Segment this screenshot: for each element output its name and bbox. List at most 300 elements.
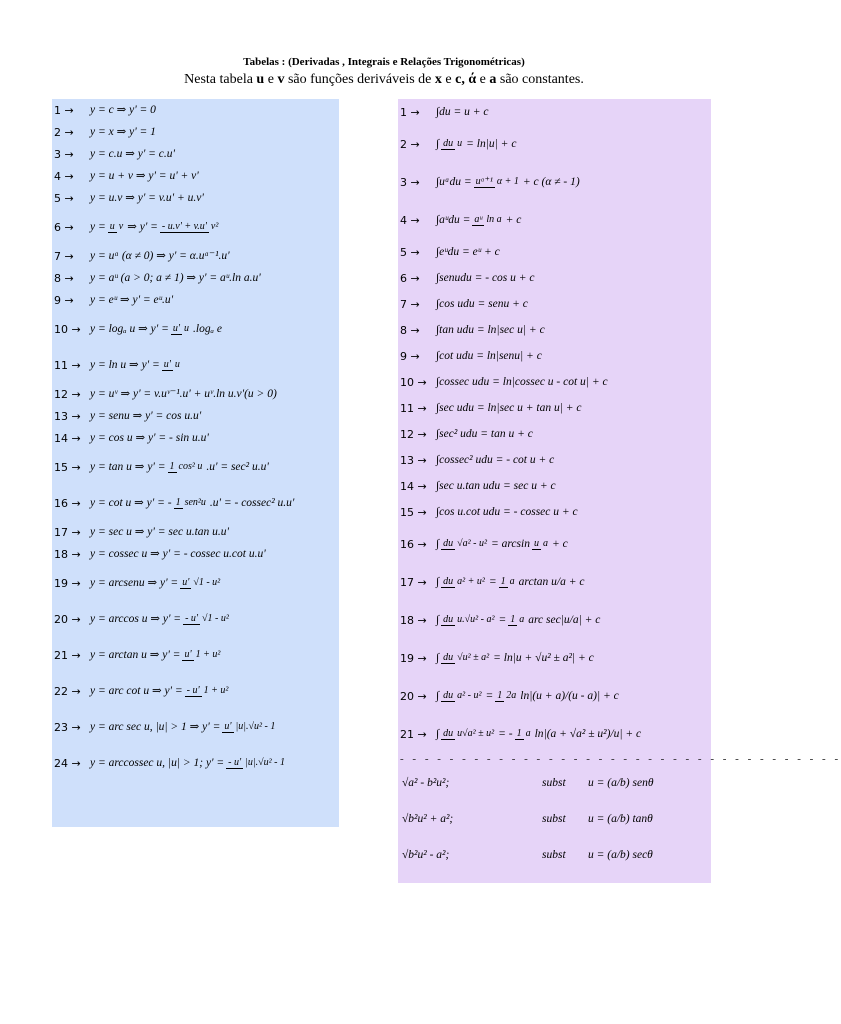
- derivative-number: 6 →: [54, 220, 74, 234]
- derivative-number: 5 →: [54, 191, 74, 205]
- integral-fraction: [441, 576, 487, 588]
- derivative-row: [52, 121, 339, 143]
- derivative-row: [52, 601, 339, 637]
- integral-formula-text: arctan u/a + c: [518, 575, 585, 588]
- derivative-formula: [90, 323, 222, 336]
- integral-fraction: [441, 728, 496, 740]
- integral-fraction-denominator: √u² ± a²: [457, 652, 490, 663]
- integral-fraction-denominator: 2a: [506, 690, 517, 701]
- integral-fraction-denominator: a² - u²: [457, 690, 482, 701]
- integral-fraction-numerator: du: [443, 690, 454, 701]
- derivative-row: [52, 187, 339, 209]
- derivative-formula-text: y = arcsenu ⇒ y' =: [90, 576, 179, 589]
- derivative-number: 4 →: [54, 169, 74, 183]
- derivative-formula-text: y =: [90, 220, 106, 233]
- integral-row: [398, 291, 711, 317]
- derivative-formula-text: y = cossec u ⇒ y' = - cossec u.cot u.u': [90, 547, 266, 560]
- derivative-number: 11 →: [54, 358, 81, 372]
- derivative-fraction: [108, 221, 125, 233]
- derivative-formula-text: y = arc sec u, |u| > 1 ⇒ y' =: [90, 720, 221, 733]
- subtitle-text: e: [264, 72, 278, 87]
- derivative-fraction-denominator: u: [184, 323, 190, 334]
- derivative-formula-text: y = uᵛ ⇒ y' = v.uᵛ⁻¹.u' + uᵛ.ln u.v'(u > 0): [90, 387, 277, 400]
- integral-formula-text: ∫sec udu = ln|sec u + tan u| + c: [436, 401, 582, 414]
- derivative-row: [52, 245, 339, 267]
- derivative-number: 1 →: [54, 103, 74, 117]
- derivative-row: [52, 485, 339, 521]
- page-title: Tabelas : (Derivadas , Integrais e Relações Trigonométricas): [243, 56, 525, 68]
- derivative-formula: [90, 526, 229, 539]
- integral-formula-text: ∫cot udu = ln|senu| + c: [436, 349, 542, 362]
- derivative-row: [52, 521, 339, 543]
- derivative-formula-text: y = cot u ⇒ y' = -: [90, 496, 172, 509]
- derivative-fraction: [183, 613, 231, 625]
- integral-row: [398, 677, 711, 715]
- derivative-row: [52, 267, 339, 289]
- integral-number: 13 →: [400, 453, 427, 467]
- integral-fraction-denominator: a: [509, 576, 515, 587]
- integral-formula: [436, 376, 608, 389]
- integral-fraction-numerator: du: [443, 538, 454, 549]
- derivative-row: [52, 383, 339, 405]
- derivative-number: 13 →: [54, 409, 81, 423]
- derivative-number: 19 →: [54, 576, 81, 590]
- derivative-row: [52, 449, 339, 485]
- integral-formula: [436, 106, 489, 119]
- derivative-row: [52, 709, 339, 745]
- derivative-formula: [90, 497, 294, 510]
- integral-fraction-numerator: 1: [510, 614, 516, 625]
- derivative-formula-text: y = u + v ⇒ y' = u' + v': [90, 169, 199, 182]
- integral-row: [398, 601, 711, 639]
- derivative-formula-text: y = arctan u ⇒ y' =: [90, 648, 181, 661]
- substitution-expression: √b²u² - a²;: [402, 849, 450, 861]
- derivative-fraction-numerator: u': [182, 577, 190, 588]
- subtitle-const-c: c,: [455, 72, 465, 87]
- integrals-table: [398, 99, 841, 883]
- derivative-formula-text: ⇒ y' =: [127, 220, 158, 233]
- integral-formula-text: ln|(u + a)/(u - a)| + c: [520, 689, 619, 702]
- integral-number: 14 →: [400, 479, 427, 493]
- integral-formula-text: ∫cossec udu = ln|cossec u - cot u| + c: [436, 375, 608, 388]
- integral-formula: [436, 298, 528, 311]
- integral-formula: [436, 402, 582, 415]
- integral-formula-text: ∫sec u.tan udu = sec u + c: [436, 479, 556, 492]
- subtitle-const-a: a: [489, 72, 497, 87]
- integral-formula-text: =: [488, 575, 497, 588]
- integral-fraction: [441, 652, 491, 664]
- derivative-fraction-numerator: u': [163, 359, 171, 370]
- derivative-formula-text: y = ln u ⇒ y' =: [90, 358, 160, 371]
- derivative-formula-text: y = arc cot u ⇒ y' =: [90, 684, 183, 697]
- integral-number: 18 →: [400, 613, 427, 627]
- integral-fraction-denominator: ln a: [486, 214, 502, 225]
- derivative-formula-text: y = c ⇒ y' = 0: [90, 103, 156, 116]
- derivative-number: 22 →: [54, 684, 81, 698]
- integral-fraction: [499, 576, 517, 588]
- derivative-fraction: [185, 685, 231, 697]
- substitution-label: subst: [542, 849, 566, 861]
- integral-number: 6 →: [400, 271, 420, 285]
- integral-formula-text: ∫cossec² udu = - cot u + c: [436, 453, 555, 466]
- derivative-number: 9 →: [54, 293, 74, 307]
- derivative-formula: [90, 548, 266, 561]
- integrals-list: [398, 99, 711, 753]
- integral-fraction-denominator: u.√u² - a²: [457, 614, 495, 625]
- integral-fraction: [515, 728, 533, 740]
- integral-formula: [436, 246, 500, 259]
- derivative-number: 3 →: [54, 147, 74, 161]
- derivative-number: 24 →: [54, 756, 81, 770]
- derivative-row: [52, 427, 339, 449]
- integral-formula-text: + c (α ≠ - 1): [522, 175, 580, 188]
- derivative-number: 17 →: [54, 525, 81, 539]
- substitution-row: [398, 765, 711, 801]
- derivative-row: [52, 209, 339, 245]
- derivative-fraction-numerator: u': [184, 649, 192, 660]
- substitution-expression: √a² - b²u²;: [402, 777, 450, 789]
- integral-formula-text: + c: [551, 537, 568, 550]
- integral-row: [398, 125, 711, 163]
- derivative-fraction: [171, 323, 191, 335]
- subtitle-text: são constantes.: [496, 72, 584, 87]
- integral-number: 5 →: [400, 245, 420, 259]
- integral-fraction-denominator: a: [525, 728, 531, 739]
- derivative-fraction-numerator: u: [109, 221, 115, 232]
- integral-number: 10 →: [400, 375, 427, 389]
- derivative-fraction-numerator: 1: [175, 497, 181, 508]
- integral-formula: [436, 728, 641, 741]
- derivative-formula: [90, 388, 277, 401]
- integral-number: 20 →: [400, 689, 427, 703]
- integral-row: [398, 447, 711, 473]
- integral-fraction-denominator: √a² - u²: [457, 538, 487, 549]
- derivative-formula: [90, 192, 204, 205]
- derivative-fraction-denominator: 1 + u²: [195, 649, 221, 660]
- integral-formula-text: ln|(a + √a² ± u²)/u| + c: [534, 727, 642, 740]
- integral-row: [398, 317, 711, 343]
- substitution-formula: u = (a/b) tanθ: [588, 813, 653, 825]
- integral-fraction-denominator: a: [542, 538, 548, 549]
- integral-formula: [436, 690, 619, 703]
- integral-formula: [436, 214, 521, 227]
- subtitle-text: Nesta tabela: [184, 72, 257, 87]
- integral-formula: [436, 324, 545, 337]
- integral-fraction-denominator: a: [519, 614, 525, 625]
- integral-fraction-numerator: uᵅ⁺¹: [475, 176, 493, 187]
- derivative-fraction: [226, 757, 287, 769]
- integral-fraction-denominator: α + 1: [496, 176, 519, 187]
- integral-number: 19 →: [400, 651, 427, 665]
- derivative-row: [52, 405, 339, 427]
- derivative-formula-text: y = uᵅ (α ≠ 0) ⇒ y' = α.uᵅ⁻¹.u': [90, 249, 230, 262]
- integral-formula-text: ∫: [436, 137, 440, 150]
- derivative-formula-text: .logₐ e: [193, 322, 222, 335]
- substitution-formula: u = (a/b) senθ: [588, 777, 654, 789]
- integral-row: [398, 99, 711, 125]
- integral-formula-text: ∫uᵅdu =: [436, 175, 472, 188]
- integral-number: 3 →: [400, 175, 420, 189]
- integral-row: [398, 639, 711, 677]
- integral-number: 12 →: [400, 427, 427, 441]
- integral-fraction-numerator: du: [443, 728, 454, 739]
- subtitle-text: e: [476, 72, 490, 87]
- integral-number: 16 →: [400, 537, 427, 551]
- integral-row: [398, 563, 711, 601]
- integral-formula-text: = arcsin: [490, 537, 530, 550]
- integral-formula-text: ∫: [436, 727, 440, 740]
- derivative-formula-text: .u' = sec² u.u': [206, 460, 269, 473]
- integral-fraction-numerator: du: [443, 614, 454, 625]
- substitution-formula: u = (a/b) secθ: [588, 849, 653, 861]
- integral-row: [398, 715, 711, 753]
- integral-formula-text: ∫: [436, 575, 440, 588]
- derivative-fraction-denominator: sen²u: [184, 497, 206, 508]
- derivative-formula: [90, 649, 224, 662]
- derivative-number: 15 →: [54, 460, 81, 474]
- integral-formula: [436, 614, 600, 627]
- derivative-formula-text: y = c.u ⇒ y' = c.u': [90, 147, 175, 160]
- derivative-formula: [90, 410, 201, 423]
- integral-number: 7 →: [400, 297, 420, 311]
- integral-fraction-numerator: du: [443, 652, 454, 663]
- derivative-row: [52, 289, 339, 311]
- derivative-number: 8 →: [54, 271, 74, 285]
- integral-fraction: [474, 176, 521, 188]
- derivative-row: [52, 673, 339, 709]
- derivative-number: 14 →: [54, 431, 81, 445]
- derivative-row: [52, 637, 339, 673]
- integral-fraction: [495, 690, 518, 702]
- integral-formula-text: ∫sec² udu = tan u + c: [436, 427, 533, 440]
- substitution-label: subst: [542, 777, 566, 789]
- integral-formula-text: = ln|u + √u² ± a²| + c: [493, 651, 594, 664]
- subtitle-const-alpha: ά: [468, 72, 477, 87]
- page-subtitle: [0, 72, 768, 88]
- integral-number: 21 →: [400, 727, 427, 741]
- integral-formula-text: ∫du = u + c: [436, 105, 489, 118]
- derivative-fraction-denominator: |u|.√u² - 1: [235, 721, 276, 732]
- integral-fraction: [441, 538, 489, 550]
- subtitle-text: são funções deriváveis de: [284, 72, 435, 87]
- separator-line: - - - - - - - - - - - - - - - - - - - - - - - - - - - - - - - - - - - -: [400, 753, 841, 765]
- substitution-label: subst: [542, 813, 566, 825]
- derivative-fraction-denominator: 1 + u²: [203, 685, 229, 696]
- integral-formula-text: ∫tan udu = ln|sec u| + c: [436, 323, 545, 336]
- integral-row: [398, 239, 711, 265]
- derivative-row: [52, 165, 339, 187]
- integral-formula-text: =: [485, 689, 494, 702]
- integral-formula-text: =: [498, 613, 507, 626]
- integral-row: [398, 343, 711, 369]
- integral-fraction: [508, 614, 526, 626]
- derivative-formula: [90, 272, 261, 285]
- subtitle-var-v: v: [277, 72, 285, 87]
- integral-formula-text: ∫eᵘdu = eᵘ + c: [436, 245, 500, 258]
- derivative-formula: [90, 721, 279, 734]
- derivative-formula: [90, 170, 199, 183]
- integral-formula: [436, 272, 535, 285]
- derivative-fraction: [182, 649, 222, 661]
- derivative-number: 7 →: [54, 249, 74, 263]
- derivative-fraction-denominator: cos² u: [178, 461, 203, 472]
- derivative-formula: [90, 294, 173, 307]
- derivative-row: [52, 565, 339, 601]
- derivative-formula: [90, 461, 269, 474]
- derivative-fraction-numerator: - u': [228, 757, 242, 768]
- integral-number: 11 →: [400, 401, 427, 415]
- integral-fraction: [472, 214, 503, 226]
- derivative-formula-text: y = x ⇒ y' = 1: [90, 125, 156, 138]
- substitutions-list: [398, 765, 711, 873]
- integral-number: 8 →: [400, 323, 420, 337]
- integral-fraction-numerator: du: [443, 576, 454, 587]
- derivative-fraction-numerator: u': [224, 721, 232, 732]
- integral-formula-text: = -: [498, 727, 513, 740]
- derivative-number: 2 →: [54, 125, 74, 139]
- derivative-formula: [90, 757, 289, 770]
- derivative-number: 23 →: [54, 720, 81, 734]
- derivative-fraction-numerator: 1: [169, 461, 175, 472]
- integral-number: 4 →: [400, 213, 420, 227]
- derivative-formula-text: y = senu ⇒ y' = cos u.u': [90, 409, 202, 422]
- derivative-formula-text: y = sec u ⇒ y' = sec u.tan u.u': [90, 525, 229, 538]
- integral-formula: [436, 350, 542, 363]
- substitution-expression: √b²u² + a²;: [402, 813, 454, 825]
- derivative-row: [52, 745, 339, 781]
- substitution-row: [398, 801, 711, 837]
- derivative-row: [52, 543, 339, 565]
- integral-formula-text: ∫: [436, 613, 440, 626]
- integral-formula-text: ∫cos u.cot udu = - cossec u + c: [436, 505, 578, 518]
- integral-fraction-numerator: aᵘ: [474, 214, 483, 225]
- integral-formula-text: arc sec|u/a| + c: [528, 613, 601, 626]
- derivative-fraction: [180, 577, 222, 589]
- derivative-number: 16 →: [54, 496, 81, 510]
- derivative-fraction: [168, 461, 205, 473]
- derivative-fraction: [174, 497, 208, 509]
- derivative-formula-text: y = logₐ u ⇒ y' =: [90, 322, 169, 335]
- derivative-fraction-denominator: v²: [210, 221, 219, 232]
- integral-formula-text: ∫senudu = - cos u + c: [436, 271, 535, 284]
- integral-formula: [436, 480, 556, 493]
- derivative-fraction-denominator: √1 - u²: [193, 577, 221, 588]
- integral-formula: [436, 428, 533, 441]
- integral-formula-text: = ln|u| + c: [466, 137, 517, 150]
- integral-fraction: [441, 138, 464, 150]
- derivative-number: 21 →: [54, 648, 81, 662]
- derivative-fraction-denominator: |u|.√u² - 1: [245, 757, 285, 768]
- integral-row: [398, 499, 711, 525]
- derivative-fraction-numerator: u': [172, 323, 181, 334]
- derivative-number: 20 →: [54, 612, 81, 626]
- derivative-formula-text: y = aᵘ (a > 0; a ≠ 1) ⇒ y' = aᵘ.ln a.u': [90, 271, 261, 284]
- integral-row: [398, 421, 711, 447]
- integral-formula-text: ∫: [436, 651, 440, 664]
- integral-row: [398, 473, 711, 499]
- integral-number: 1 →: [400, 105, 420, 119]
- derivative-fraction: [162, 359, 182, 371]
- integral-number: 9 →: [400, 349, 420, 363]
- derivative-fraction-denominator: u: [174, 359, 180, 370]
- subtitle-text: e: [441, 72, 456, 87]
- derivative-fraction: [222, 721, 277, 733]
- integral-row: [398, 201, 711, 239]
- integral-formula-text: ∫cos udu = senu + c: [436, 297, 528, 310]
- subtitle-var-x: x: [434, 72, 442, 87]
- integral-row: [398, 163, 711, 201]
- integral-formula: [436, 538, 568, 551]
- derivative-formula-text: y = eᵘ ⇒ y' = eᵘ.u': [90, 293, 174, 306]
- integral-formula-text: ∫: [436, 689, 440, 702]
- integral-fraction-numerator: du: [443, 138, 454, 149]
- integral-fraction-denominator: u: [457, 138, 463, 149]
- integral-fraction-denominator: u√a² ± u²: [457, 728, 495, 739]
- derivative-formula: [90, 685, 232, 698]
- derivative-fraction-denominator: √1 - u²: [202, 613, 229, 624]
- integral-row: [398, 525, 711, 563]
- derivative-row: [52, 143, 339, 165]
- derivative-formula-text: y = arccossec u, |u| > 1; y' =: [90, 756, 225, 769]
- derivative-formula: [90, 221, 222, 234]
- integral-fraction-numerator: u: [533, 538, 539, 549]
- integral-fraction-numerator: 1: [516, 728, 522, 739]
- integral-row: [398, 395, 711, 421]
- integral-formula: [436, 576, 584, 589]
- derivative-formula-text: y = arccos u ⇒ y' =: [90, 612, 182, 625]
- derivative-formula-text: y = cos u ⇒ y' = - sin u.u': [90, 431, 209, 444]
- integral-fraction-numerator: 1: [500, 576, 506, 587]
- integral-formula: [436, 652, 594, 665]
- derivative-formula-text: y = u.v ⇒ y' = v.u' + u.v': [90, 191, 204, 204]
- integral-number: 17 →: [400, 575, 427, 589]
- derivative-formula: [90, 126, 156, 139]
- derivative-formula: [90, 432, 209, 445]
- derivative-fraction-numerator: - u.v' + v.u': [161, 221, 207, 232]
- integral-formula: [436, 454, 554, 467]
- integral-fraction-denominator: a² + u²: [457, 576, 485, 587]
- integral-formula-text: + c: [505, 213, 522, 226]
- derivative-formula: [90, 104, 156, 117]
- integral-formula: [436, 506, 578, 519]
- integral-formula-text: ∫aᵘdu =: [436, 213, 471, 226]
- integral-fraction: [441, 690, 483, 702]
- integral-fraction-numerator: 1: [497, 690, 503, 701]
- derivative-formula: [90, 359, 184, 372]
- derivative-row: [52, 311, 339, 347]
- derivative-row: [52, 347, 339, 383]
- integral-number: 2 →: [400, 137, 420, 151]
- integral-fraction: [532, 538, 550, 550]
- derivatives-table: [52, 99, 339, 827]
- derivative-fraction-denominator: v: [118, 221, 124, 232]
- derivative-number: 12 →: [54, 387, 81, 401]
- derivative-formula: [90, 250, 230, 263]
- integral-row: [398, 265, 711, 291]
- substitution-row: [398, 837, 711, 873]
- derivative-fraction: [160, 221, 220, 233]
- derivative-row: [52, 99, 339, 121]
- integral-formula: [436, 138, 516, 151]
- derivative-formula-text: y = tan u ⇒ y' =: [90, 460, 166, 473]
- integral-row: [398, 369, 711, 395]
- derivative-formula: [90, 577, 224, 590]
- derivative-fraction-numerator: - u': [185, 613, 199, 624]
- derivative-fraction-numerator: - u': [186, 685, 200, 696]
- integral-number: 15 →: [400, 505, 427, 519]
- derivative-formula: [90, 613, 233, 626]
- derivative-formula: [90, 148, 175, 161]
